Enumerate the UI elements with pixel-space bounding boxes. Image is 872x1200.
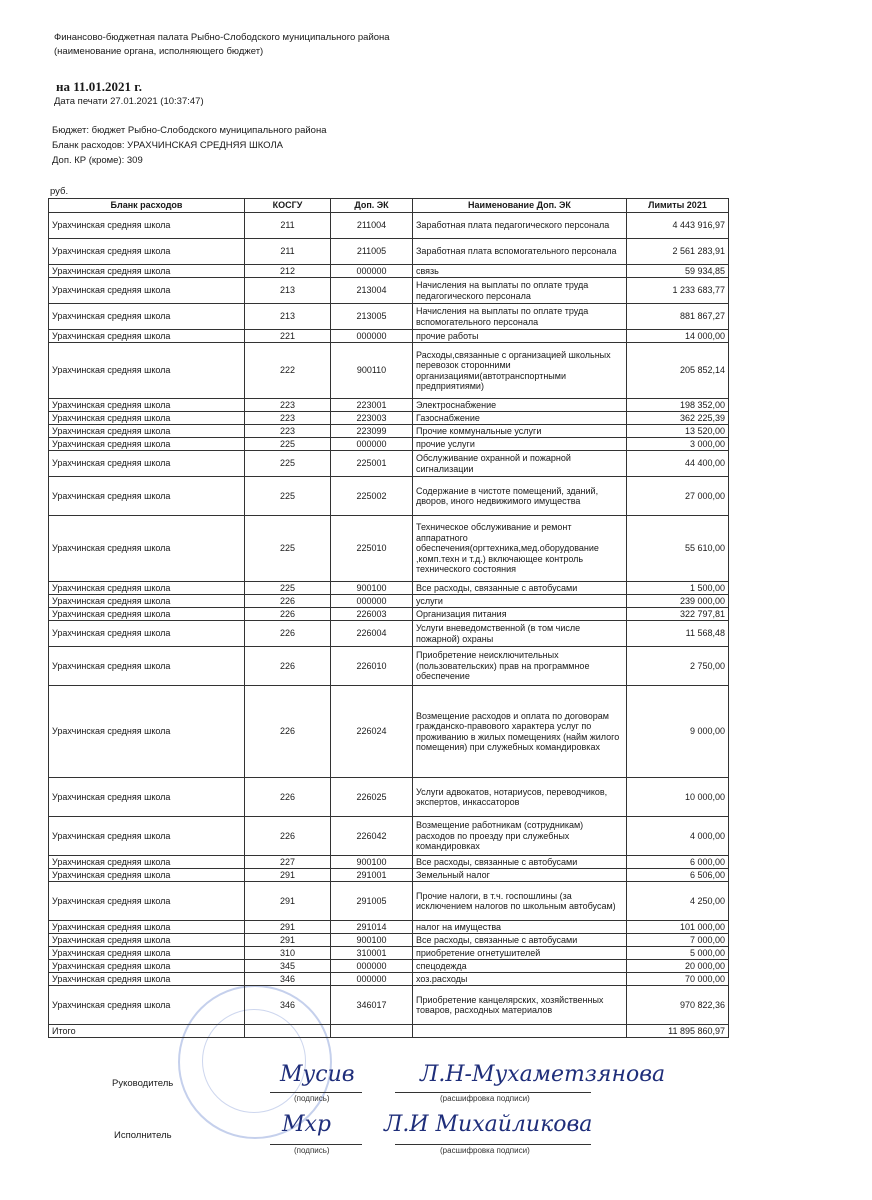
cell-blank: Урахчинская средняя школа	[49, 856, 245, 869]
cell-blank: Урахчинская средняя школа	[49, 973, 245, 986]
cell-kosgu: 310	[245, 947, 331, 960]
cell-kosgu: 221	[245, 330, 331, 343]
table-row	[49, 986, 729, 1025]
cell-blank: Урахчинская средняя школа	[49, 986, 245, 1025]
col-header-limit: Лимиты 2021	[627, 199, 729, 213]
table-row	[49, 304, 729, 330]
print-date: Дата печати 27.01.2021 (10:37:47)	[54, 96, 204, 107]
limits-table	[48, 198, 729, 1038]
cell-blank: Урахчинская средняя школа	[49, 516, 245, 582]
col-header-blank: Бланк расходов	[49, 199, 245, 213]
cell-name: хоз.расходы	[413, 973, 627, 986]
cell-ek: 226004	[331, 621, 413, 647]
table-row	[49, 451, 729, 477]
cell-ek: 900100	[331, 934, 413, 947]
total-row	[49, 1025, 729, 1038]
cell-ek: 000000	[331, 438, 413, 451]
cell-limit: 6 506,00	[627, 869, 729, 882]
cell-ek: 225002	[331, 477, 413, 516]
dop-kr-line: Доп. КР (кроме): 309	[52, 155, 143, 166]
cell-blank: Урахчинская средняя школа	[49, 451, 245, 477]
cell-name: Обслуживание охранной и пожарной сигнализации	[413, 451, 627, 477]
cell-ek: 213005	[331, 304, 413, 330]
executor-signature: Мхр	[282, 1112, 332, 1137]
cell-kosgu: 213	[245, 304, 331, 330]
cell-limit: 59 934,85	[627, 265, 729, 278]
cell-name: Услуги адвокатов, нотариусов, переводчиков, экспертов, инкассаторов	[413, 778, 627, 817]
table-body	[49, 213, 729, 1025]
cell-name: Все расходы, связанные с автобусами	[413, 934, 627, 947]
table-row	[49, 425, 729, 438]
cell-blank: Урахчинская средняя школа	[49, 425, 245, 438]
cell-blank: Урахчинская средняя школа	[49, 921, 245, 934]
table-row	[49, 621, 729, 647]
cell-kosgu: 211	[245, 213, 331, 239]
executor-decode-caption: (расшифровка подписи)	[440, 1146, 530, 1155]
cell-limit: 70 000,00	[627, 973, 729, 986]
cell-limit: 881 867,27	[627, 304, 729, 330]
cell-blank: Урахчинская средняя школа	[49, 621, 245, 647]
cell-kosgu: 291	[245, 934, 331, 947]
cell-limit: 3 000,00	[627, 438, 729, 451]
table-row	[49, 686, 729, 778]
cell-blank: Урахчинская средняя школа	[49, 330, 245, 343]
cell-limit: 198 352,00	[627, 399, 729, 412]
cell-kosgu: 226	[245, 608, 331, 621]
table-row	[49, 882, 729, 921]
table-row	[49, 934, 729, 947]
cell-kosgu: 222	[245, 343, 331, 399]
cell-name: Приобретение канцелярских, хозяйственных товаров, расходных материалов	[413, 986, 627, 1025]
cell-kosgu: 227	[245, 856, 331, 869]
cell-ek: 223099	[331, 425, 413, 438]
table-row	[49, 647, 729, 686]
table-row	[49, 438, 729, 451]
cell-limit: 11 568,48	[627, 621, 729, 647]
cell-blank: Урахчинская средняя школа	[49, 304, 245, 330]
table-row	[49, 343, 729, 399]
cell-name: Возмещение работникам (сотрудникам) расходов по проезду при служебных командировках	[413, 817, 627, 856]
cell-kosgu: 225	[245, 451, 331, 477]
cell-name: Начисления на выплаты по оплате труда вспомогательного персонала	[413, 304, 627, 330]
cell-limit: 5 000,00	[627, 947, 729, 960]
cell-blank: Урахчинская средняя школа	[49, 477, 245, 516]
currency-label: руб.	[50, 186, 69, 197]
cell-ek: 211005	[331, 239, 413, 265]
cell-name: Начисления на выплаты по оплате труда педагогического персонала	[413, 278, 627, 304]
cell-blank: Урахчинская средняя школа	[49, 582, 245, 595]
cell-kosgu: 346	[245, 986, 331, 1025]
cell-kosgu: 225	[245, 438, 331, 451]
report-date-title: на 11.01.2021 г.	[56, 79, 142, 94]
cell-ek: 000000	[331, 330, 413, 343]
head-signature: Мусив	[280, 1062, 355, 1087]
cell-blank: Урахчинская средняя школа	[49, 934, 245, 947]
cell-name: Услуги вневедомственной (в том числе пожарной) охраны	[413, 621, 627, 647]
cell-ek: 291005	[331, 882, 413, 921]
cell-ek: 310001	[331, 947, 413, 960]
cell-ek: 225001	[331, 451, 413, 477]
cell-limit: 6 000,00	[627, 856, 729, 869]
cell-ek: 900110	[331, 343, 413, 399]
table-header-row	[49, 199, 729, 213]
head-label: Руководитель	[112, 1078, 174, 1089]
cell-ek: 223003	[331, 412, 413, 425]
cell-ek: 291001	[331, 869, 413, 882]
cell-kosgu: 225	[245, 477, 331, 516]
cell-ek: 900100	[331, 856, 413, 869]
cell-name: Газоснабжение	[413, 412, 627, 425]
table-row	[49, 608, 729, 621]
cell-blank: Урахчинская средняя школа	[49, 265, 245, 278]
cell-name: Прочие коммунальные услуги	[413, 425, 627, 438]
table-row	[49, 778, 729, 817]
cell-ek: 213004	[331, 278, 413, 304]
cell-name: Расходы,связанные с организацией школьных перевозок сторонними организациями(автотранспортными предприятиями)	[413, 343, 627, 399]
cell-limit: 13 520,00	[627, 425, 729, 438]
table-row	[49, 213, 729, 239]
executor-decoded-signature: Л.И Михайликова	[384, 1112, 593, 1137]
cell-kosgu: 226	[245, 778, 331, 817]
cell-limit: 1 233 683,77	[627, 278, 729, 304]
table-row	[49, 330, 729, 343]
table-row	[49, 239, 729, 265]
cell-ek: 211004	[331, 213, 413, 239]
cell-blank: Урахчинская средняя школа	[49, 960, 245, 973]
cell-kosgu: 212	[245, 265, 331, 278]
header-org-name: Финансово-бюджетная палата Рыбно-Слободского муниципального района	[54, 32, 390, 43]
cell-name: Организация питания	[413, 608, 627, 621]
cell-blank: Урахчинская средняя школа	[49, 438, 245, 451]
cell-ek: 226025	[331, 778, 413, 817]
cell-kosgu: 226	[245, 817, 331, 856]
cell-blank: Урахчинская средняя школа	[49, 412, 245, 425]
cell-blank: Урахчинская средняя школа	[49, 882, 245, 921]
cell-name: Все расходы, связанные с автобусами	[413, 856, 627, 869]
table-row	[49, 921, 729, 934]
cell-ek: 000000	[331, 265, 413, 278]
cell-ek: 226042	[331, 817, 413, 856]
cell-ek: 291014	[331, 921, 413, 934]
cell-limit: 9 000,00	[627, 686, 729, 778]
cell-limit: 2 561 283,91	[627, 239, 729, 265]
cell-ek: 346017	[331, 986, 413, 1025]
cell-name: Возмещение расходов и оплата по договорам гражданско-правового характера услуг по проживанию в жилых помещениях (найм жилого помещения) при служебных командировках	[413, 686, 627, 778]
head-decoded-signature: Л.Н-Мухаметзянова	[420, 1062, 666, 1087]
cell-blank: Урахчинская средняя школа	[49, 399, 245, 412]
col-header-kosgu: КОСГУ	[245, 199, 331, 213]
cell-name: приобретение огнетушителей	[413, 947, 627, 960]
col-header-ek: Доп. ЭК	[331, 199, 413, 213]
cell-ek: 000000	[331, 960, 413, 973]
total-value: 11 895 860,97	[627, 1025, 729, 1038]
cell-limit: 27 000,00	[627, 477, 729, 516]
cell-kosgu: 291	[245, 921, 331, 934]
cell-name: спецодежда	[413, 960, 627, 973]
col-header-name: Наименование Доп. ЭК	[413, 199, 627, 213]
cell-blank: Урахчинская средняя школа	[49, 947, 245, 960]
cell-limit: 14 000,00	[627, 330, 729, 343]
head-decode-caption: (расшифровка подписи)	[440, 1094, 530, 1103]
cell-limit: 362 225,39	[627, 412, 729, 425]
cell-name: Содержание в чистоте помещений, зданий, дворов, иного недвижимого имущества	[413, 477, 627, 516]
cell-limit: 20 000,00	[627, 960, 729, 973]
table-row	[49, 869, 729, 882]
cell-blank: Урахчинская средняя школа	[49, 686, 245, 778]
table-row	[49, 278, 729, 304]
cell-name: Заработная плата вспомогательного персонала	[413, 239, 627, 265]
cell-limit: 322 797,81	[627, 608, 729, 621]
cell-limit: 205 852,14	[627, 343, 729, 399]
cell-name: Прочие налоги, в т.ч. госпошлины (за исключением налогов по школьным автобусам)	[413, 882, 627, 921]
cell-kosgu: 223	[245, 399, 331, 412]
cell-limit: 101 000,00	[627, 921, 729, 934]
table-row	[49, 595, 729, 608]
cell-limit: 10 000,00	[627, 778, 729, 817]
table-row	[49, 477, 729, 516]
cell-name: Все расходы, связанные с автобусами	[413, 582, 627, 595]
budget-line: Бюджет: бюджет Рыбно-Слободского муниципального района	[52, 125, 327, 136]
cell-blank: Урахчинская средняя школа	[49, 869, 245, 882]
head-sign-caption: (подпись)	[294, 1094, 330, 1103]
table-row	[49, 265, 729, 278]
cell-ek: 900100	[331, 582, 413, 595]
cell-name: услуги	[413, 595, 627, 608]
cell-name: Земельный налог	[413, 869, 627, 882]
cell-blank: Урахчинская средняя школа	[49, 595, 245, 608]
cell-kosgu: 223	[245, 412, 331, 425]
cell-kosgu: 211	[245, 239, 331, 265]
cell-ek: 226003	[331, 608, 413, 621]
cell-blank: Урахчинская средняя школа	[49, 213, 245, 239]
table-row	[49, 516, 729, 582]
table-row	[49, 582, 729, 595]
cell-ek: 000000	[331, 973, 413, 986]
cell-limit: 4 250,00	[627, 882, 729, 921]
cell-limit: 55 610,00	[627, 516, 729, 582]
table-row	[49, 399, 729, 412]
cell-kosgu: 225	[245, 582, 331, 595]
cell-ek: 226024	[331, 686, 413, 778]
table-row	[49, 856, 729, 869]
executor-label: Исполнитель	[114, 1130, 172, 1141]
cell-limit: 4 000,00	[627, 817, 729, 856]
cell-name: прочие работы	[413, 330, 627, 343]
cell-ek: 226010	[331, 647, 413, 686]
cell-limit: 4 443 916,97	[627, 213, 729, 239]
cell-blank: Урахчинская средняя школа	[49, 278, 245, 304]
cell-kosgu: 226	[245, 647, 331, 686]
total-label: Итого	[49, 1025, 245, 1038]
table-row	[49, 973, 729, 986]
cell-name: Техническое обслуживание и ремонт аппаратного обеспечения(оргтехника,мед.оборудование ,комп.техн и т.д.) включающее контроль технического состояния	[413, 516, 627, 582]
cell-limit: 44 400,00	[627, 451, 729, 477]
table-row	[49, 412, 729, 425]
cell-limit: 970 822,36	[627, 986, 729, 1025]
cell-kosgu: 226	[245, 686, 331, 778]
cell-kosgu: 345	[245, 960, 331, 973]
cell-blank: Урахчинская средняя школа	[49, 778, 245, 817]
cell-kosgu: 291	[245, 869, 331, 882]
table-row	[49, 960, 729, 973]
cell-kosgu: 225	[245, 516, 331, 582]
cell-blank: Урахчинская средняя школа	[49, 343, 245, 399]
cell-limit: 239 000,00	[627, 595, 729, 608]
cell-name: Приобретение неисключительных (пользовательских) прав на программное обеспечение	[413, 647, 627, 686]
cell-blank: Урахчинская средняя школа	[49, 647, 245, 686]
executor-sign-caption: (подпись)	[294, 1146, 330, 1155]
cell-limit: 7 000,00	[627, 934, 729, 947]
cell-name: Заработная плата педагогического персонала	[413, 213, 627, 239]
cell-ek: 225010	[331, 516, 413, 582]
blank-line: Бланк расходов: УРАХЧИНСКАЯ СРЕДНЯЯ ШКОЛА	[52, 140, 284, 151]
table-row	[49, 947, 729, 960]
cell-name: связь	[413, 265, 627, 278]
cell-kosgu: 291	[245, 882, 331, 921]
cell-kosgu: 226	[245, 595, 331, 608]
cell-limit: 1 500,00	[627, 582, 729, 595]
cell-blank: Урахчинская средняя школа	[49, 608, 245, 621]
cell-blank: Урахчинская средняя школа	[49, 817, 245, 856]
cell-kosgu: 213	[245, 278, 331, 304]
cell-name: Электроснабжение	[413, 399, 627, 412]
cell-name: налог на имущества	[413, 921, 627, 934]
cell-kosgu: 223	[245, 425, 331, 438]
cell-name: прочие услуги	[413, 438, 627, 451]
header-org-caption: (наименование органа, исполняющего бюджет)	[54, 46, 264, 57]
table-row	[49, 817, 729, 856]
cell-kosgu: 226	[245, 621, 331, 647]
cell-ek: 000000	[331, 595, 413, 608]
cell-ek: 223001	[331, 399, 413, 412]
cell-blank: Урахчинская средняя школа	[49, 239, 245, 265]
cell-limit: 2 750,00	[627, 647, 729, 686]
cell-kosgu: 346	[245, 973, 331, 986]
